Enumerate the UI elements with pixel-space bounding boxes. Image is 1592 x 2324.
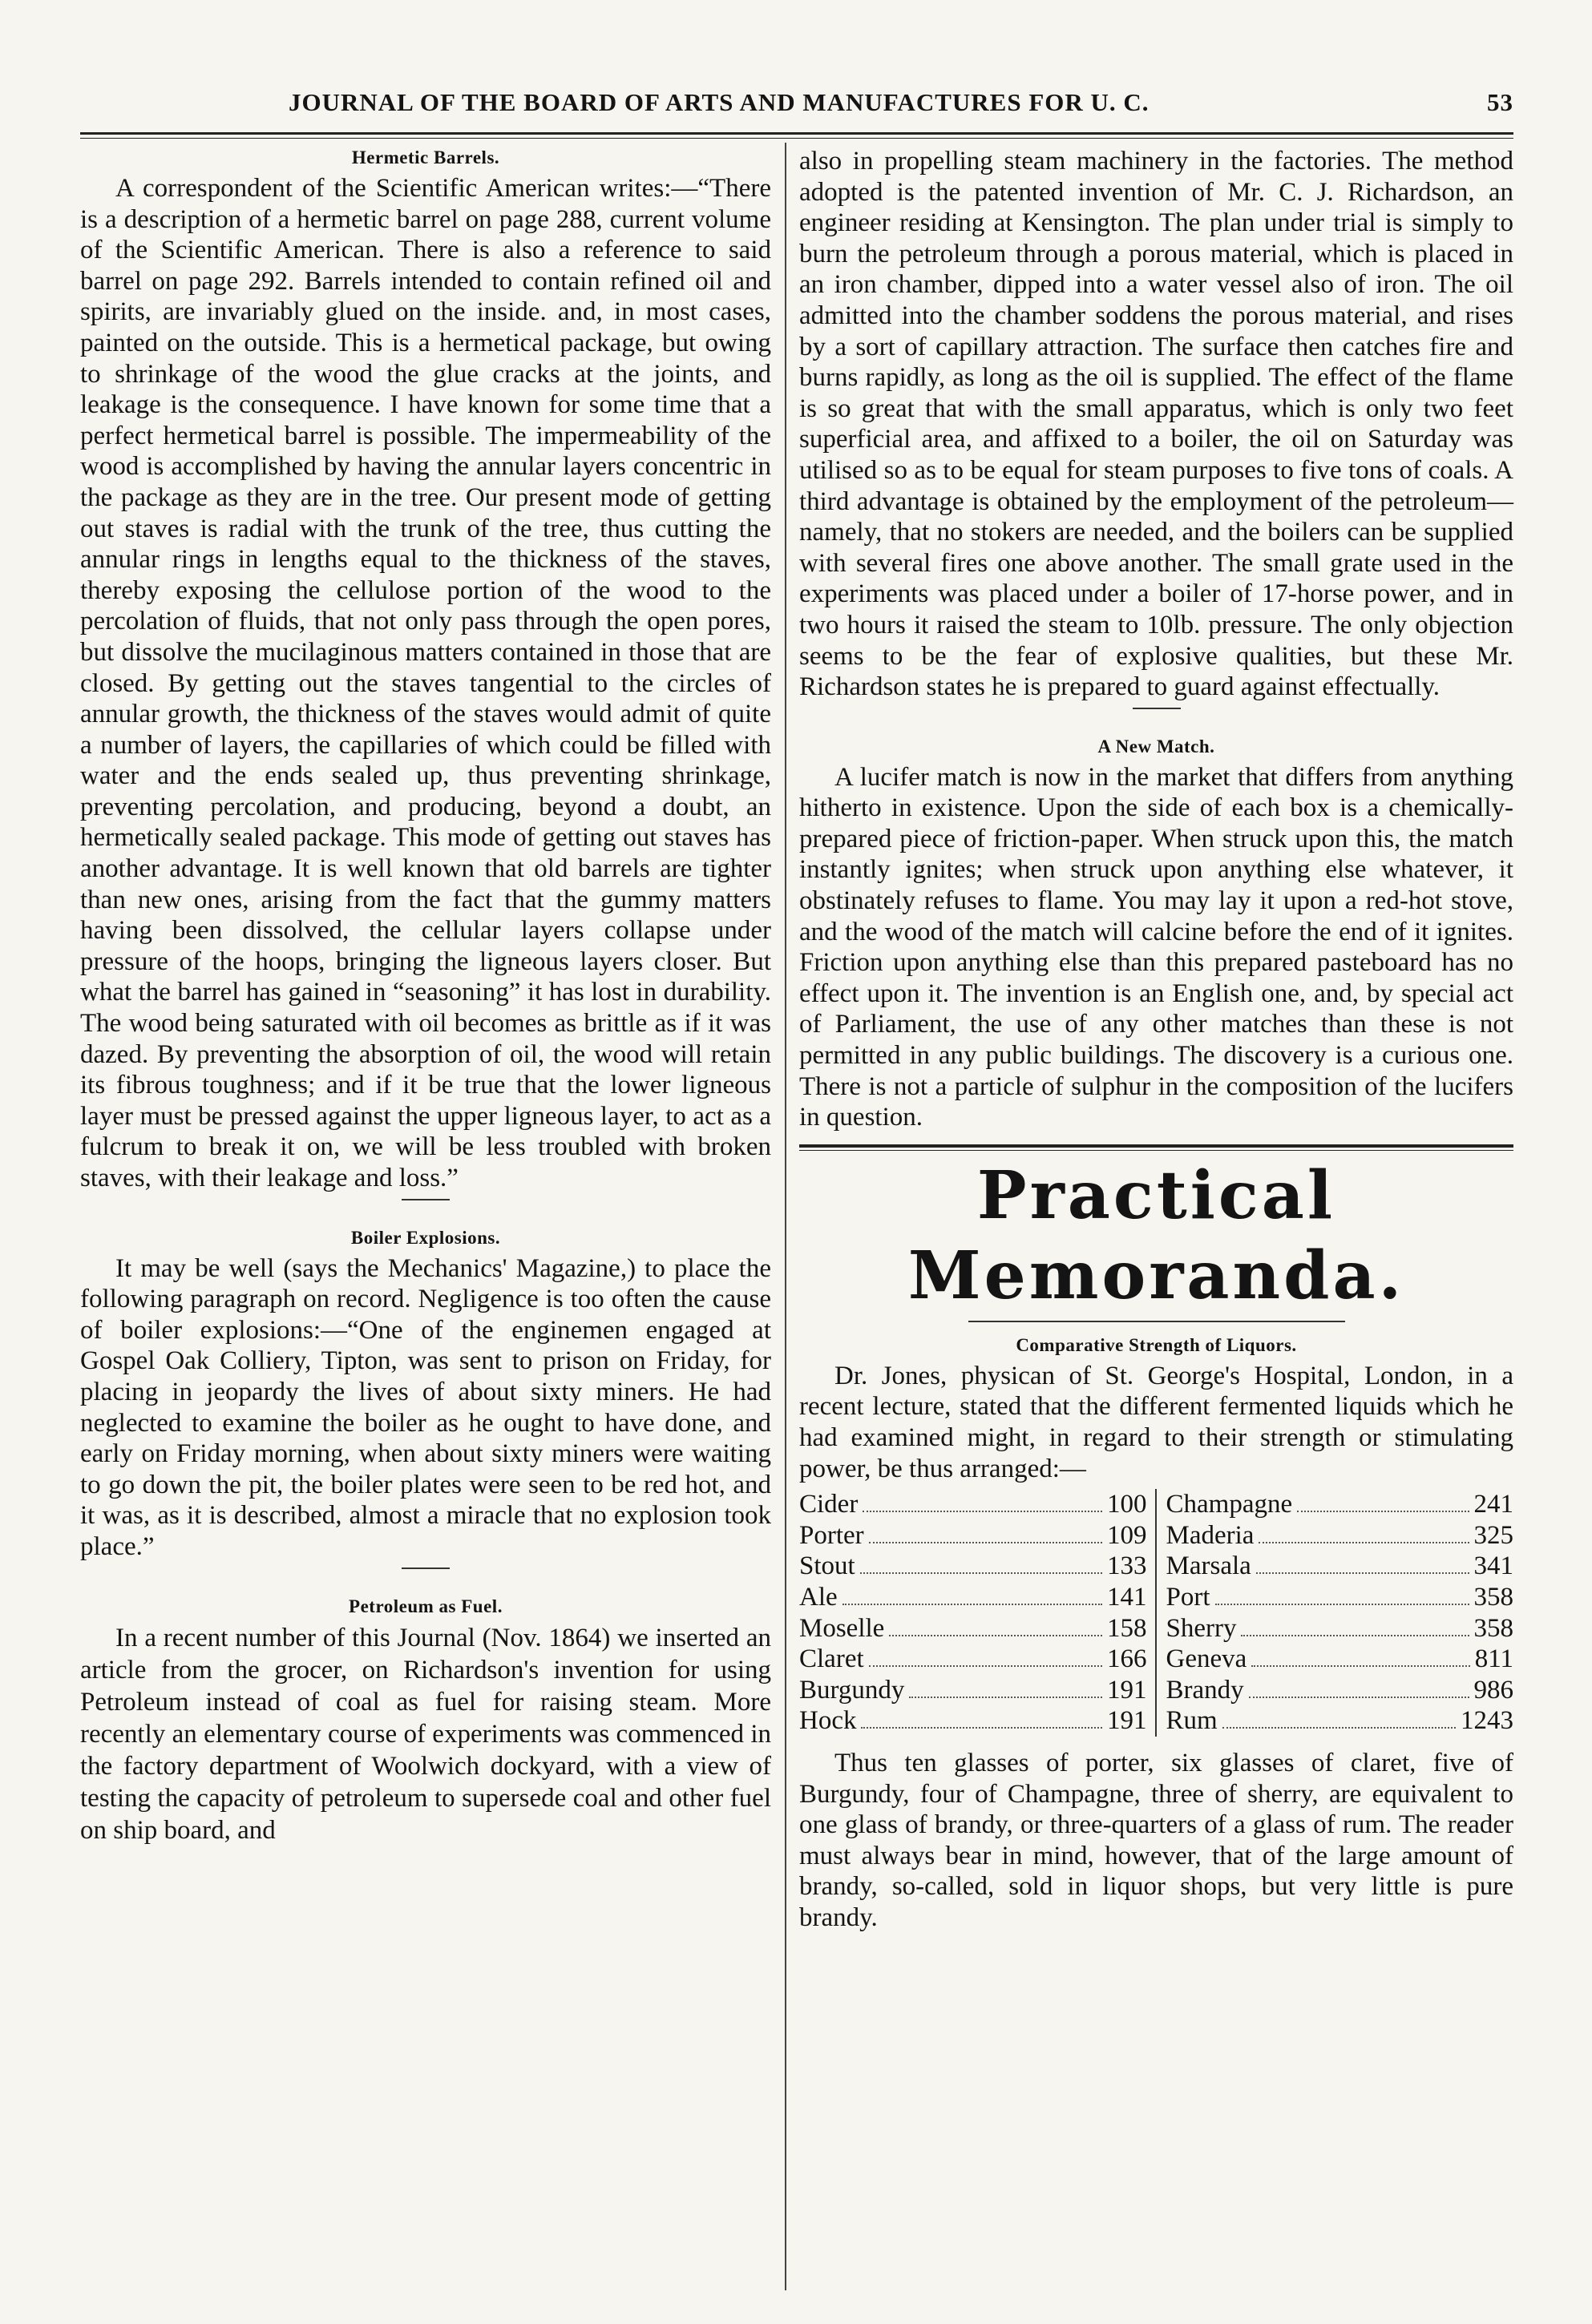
journal-title: JOURNAL OF THE BOARD OF ARTS AND MANUFACTURES FOR U. C. — [289, 88, 1150, 116]
liquor-name: Geneva — [1166, 1644, 1247, 1674]
heading-liquor-strength: Comparative Strength of Liquors. — [1016, 1334, 1297, 1355]
liquor-strength-value: 191 — [1107, 1706, 1147, 1736]
liquor-row — [1166, 1551, 1514, 1582]
liquor-row — [799, 1675, 1147, 1706]
article-hermetic-barrels: A correspondent of the Scientific American writes:—“There is a description of a hermetic barrel on page 288, current volume of the Scientific American. There is also a reference to said barrel on page 292. Barrels intended to contain refined oil and spirits, are invariably glued on the inside. and, in most cases, painted on the outside. This is a hermetical package, but owing to shrinkage of the wood the glue cracks at the joints, and leakage is the consequence. I have known for some time that a perfect hermetical barrel is possible. The impermeability of the wood is accomplished by having the annular layers concentric in the package as they are in the tree. Our present mode of getting out staves is radial with the trunk of the tree, thus cutting the annular rings in lengths equal to the thickness of the staves, thereby exposing the cellulose portion of the wood to the percolation of fluids, that not only pass through the open pores, but dissolve the mucilaginous matters contained in those that are closed. By getting out the staves tangential to the circles of annular growth, the thickness of the staves would admit of quite a number of layers, the capillaries of which could be filled with water and the ends sealed up, thus preventing shrinkage, preventing percolation, and producing, beyond a doubt, an hermetically sealed package. This mode of getting out staves has another advantage. It is well known that old barrels are tighter than new ones, arising from the fact that the gummy matters having been dissolved, the cellular layers collapse under pressure of the hoops, bringing the ligneous layers closer. But what the barrel has gained in “seasoning” it has lost in durability. The wood being saturated with oil becomes as brittle as if it was dazed. By preventing the absorption of oil, the wood will retain its fibrous toughness; and if it be true that the lower ligneous layer must be pressed against the upper ligneous layer, to act as a fulcrum to break it on, we will be less troubled with broken staves, with their leakage and loss.” — [80, 174, 771, 1192]
leader-dots — [1241, 1616, 1469, 1636]
running-header — [80, 88, 1513, 128]
column-divider — [785, 143, 786, 2290]
article-petroleum-fuel: In a recent number of this Journal (Nov. 1864) we inserted an article from the grocer, on Richardson's invention for using Petroleum instead of coal as fuel for raising steam. More recently an elementary course of experiments was commenced in the factory department of Woolwich dockyard, with a view of testing the capacity of petroleum to supersede coal and other fuel on ship board, and — [80, 1623, 771, 1845]
leader-dots — [869, 1523, 1102, 1543]
leader-dots — [909, 1677, 1102, 1698]
liquor-strength-value: 158 — [1107, 1613, 1147, 1643]
liquor-name: Maderia — [1166, 1520, 1255, 1550]
liquor-row — [799, 1489, 1147, 1520]
liquor-name: Moselle — [799, 1613, 885, 1643]
header-rule — [80, 132, 1513, 135]
header-rule-thin — [80, 138, 1513, 139]
liquor-name: Stout — [799, 1551, 855, 1581]
liquor-name: Marsala — [1166, 1551, 1251, 1581]
liquor-name: Burgundy — [799, 1675, 905, 1705]
liquor-row — [799, 1520, 1147, 1551]
leader-dots — [1251, 1646, 1469, 1667]
liquor-strength-value: 191 — [1107, 1675, 1147, 1705]
article-liquor-closing: Thus ten glasses of porter, six glasses of claret, five of Burgundy, four of Champagne, three of sherry, are equivalent to one glass of brandy, or three-quarters of a glass of rum. The reader must always bear in mind, however, that of the large amount of brandy, so-called, sold in liquor shops, but very little is pure brandy. — [799, 1748, 1513, 1932]
section-rule — [402, 1567, 450, 1569]
liquor-row — [799, 1644, 1147, 1675]
heading-new-match: A New Match. — [1097, 736, 1215, 757]
article-petroleum-continued: also in propelling steam machinery in the factories. The method adopted is the patented invention of Mr. C. J. Richardson, an engineer residing at Kensington. The plan under trial is simply to burn the petroleum through a porous material, which is placed in an iron chamber, dipped into a water vessel also of iron. The oil admitted into the chamber soddens the porous material, and rises by a sort of capillary attraction. The surface then catches fire and burns rapidly, as long as the oil is supplied. The effect of the flame is so great that with the small apparatus, which is only two feet superficial area, and affixed to a boiler, the oil on Saturday was utilised so as to be equal for steam purposes to five tons of coals. A third advantage is obtained by the employment of the petroleum—namely, that no stokers are needed, and the boilers can be supplied with several fires one above another. The small grate used in the experiments was placed under a boiler of 17-horse power, and in two hours it raised the steam to 10lb. pressure. The only objection seems to be the fear of explosive qualities, but these Mr. Richardson states he is prepared to guard against effectually. — [799, 147, 1513, 702]
leader-dots — [869, 1646, 1102, 1667]
heading-hermetic-barrels: Hermetic Barrels. — [351, 147, 500, 167]
banner-rule-thin — [799, 1150, 1513, 1151]
right-column — [799, 146, 1513, 1934]
leader-dots — [1215, 1584, 1469, 1605]
liquor-row — [799, 1613, 1147, 1644]
leader-dots — [861, 1708, 1102, 1729]
article-boiler-explosions: It may be well (says the Mechanics' Magazine,) to place the following paragraph on record. Negligence is too often the cause of boiler explosions:—“One of the enginemen engaged at Gospel Oak Colliery, Tipton, was sent to prison on Friday, for placing in jeopardy the lives of about sixty miners. He had neglected to examine the boiler as he ought to have done, and early on Friday morning, when about sixty miners were waiting to go down the pit, the boiler plates were seen to be red hot, and it was, as it is described, almost a miracle that no explosion took place.” — [80, 1253, 771, 1561]
liquor-strength-value: 241 — [1473, 1490, 1513, 1519]
liquor-row — [799, 1582, 1147, 1613]
leader-dots — [1256, 1553, 1469, 1574]
section-rule — [1133, 708, 1181, 709]
liquor-name: Sherry — [1166, 1613, 1237, 1643]
liquor-name: Port — [1166, 1582, 1210, 1612]
liquor-strength-value: 341 — [1473, 1551, 1513, 1581]
liquor-name: Porter — [799, 1520, 864, 1550]
liquor-row — [1166, 1489, 1514, 1520]
liquor-strength-value: 109 — [1107, 1520, 1147, 1550]
page-number: 53 — [1487, 88, 1513, 116]
liquor-strength-value: 358 — [1473, 1613, 1513, 1643]
liquor-row — [1166, 1520, 1514, 1551]
liquor-row — [1166, 1644, 1514, 1675]
leader-dots — [1222, 1708, 1456, 1729]
liquor-table-left — [799, 1489, 1157, 1737]
liquor-strength-value: 141 — [1107, 1582, 1147, 1612]
liquor-table-right — [1157, 1489, 1514, 1737]
liquor-strength-table — [799, 1489, 1513, 1737]
article-liquor-intro: Dr. Jones, physican of St. George's Hospital, London, in a recent lecture, stated that the different fermented liquids which he had examined might, in regard to their strength or stimulating power, be thus arranged:— — [799, 1361, 1513, 1483]
section-rule — [402, 1199, 450, 1200]
banner-underline — [968, 1321, 1345, 1322]
leader-dots — [889, 1616, 1102, 1636]
leader-dots — [1297, 1491, 1469, 1512]
liquor-name: Champagne — [1166, 1490, 1293, 1519]
liquor-strength-value: 986 — [1473, 1675, 1513, 1705]
leader-dots — [860, 1553, 1102, 1574]
liquor-row — [799, 1705, 1147, 1737]
liquor-name: Claret — [799, 1644, 864, 1674]
practical-memoranda-banner: Practical Memoranda. — [907, 1156, 1405, 1314]
heading-boiler-explosions: Boiler Explosions. — [350, 1227, 501, 1248]
liquor-strength-value: 358 — [1473, 1582, 1513, 1612]
leader-dots — [1259, 1523, 1469, 1543]
liquor-name: Hock — [799, 1706, 857, 1736]
liquor-row — [1166, 1705, 1514, 1737]
liquor-row — [1166, 1582, 1514, 1613]
heading-petroleum-fuel: Petroleum as Fuel. — [349, 1596, 503, 1616]
liquor-name: Ale — [799, 1582, 838, 1612]
liquor-strength-value: 100 — [1107, 1490, 1147, 1519]
liquor-row — [1166, 1613, 1514, 1644]
liquor-strength-value: 166 — [1107, 1644, 1147, 1674]
liquor-name: Rum — [1166, 1706, 1218, 1736]
liquor-strength-value: 325 — [1473, 1520, 1513, 1550]
leader-dots — [1249, 1677, 1469, 1698]
liquor-row — [1166, 1675, 1514, 1706]
liquor-row — [799, 1551, 1147, 1582]
left-column — [80, 146, 771, 1846]
liquor-strength-value: 811 — [1474, 1644, 1513, 1674]
liquor-name: Brandy — [1166, 1675, 1244, 1705]
liquor-strength-value: 1243 — [1461, 1706, 1513, 1736]
leader-dots — [863, 1491, 1102, 1512]
article-new-match: A lucifer match is now in the market that differs from anything hitherto in existence. Upon the side of each box is a chemically-prepared piece of friction-paper. When struck upon this, the match instantly ignites; when struck upon anything else whatever, it obstinately refuses to flame. You may lay it upon a red-hot stove, and the wood of the match will calcine before the end of it ignites. Friction upon anything else than this prepared pasteboard has no effect upon it. The invention is an English one, and, by special act of Parliament, the use of any other matches than these is not permitted in any public buildings. The discovery is a curious one. There is not a particle of sulphur in the composition of the lucifers in question. — [799, 762, 1513, 1132]
liquor-name: Cider — [799, 1490, 859, 1519]
leader-dots — [842, 1584, 1102, 1605]
liquor-strength-value: 133 — [1107, 1551, 1147, 1581]
banner-rule — [799, 1144, 1513, 1148]
